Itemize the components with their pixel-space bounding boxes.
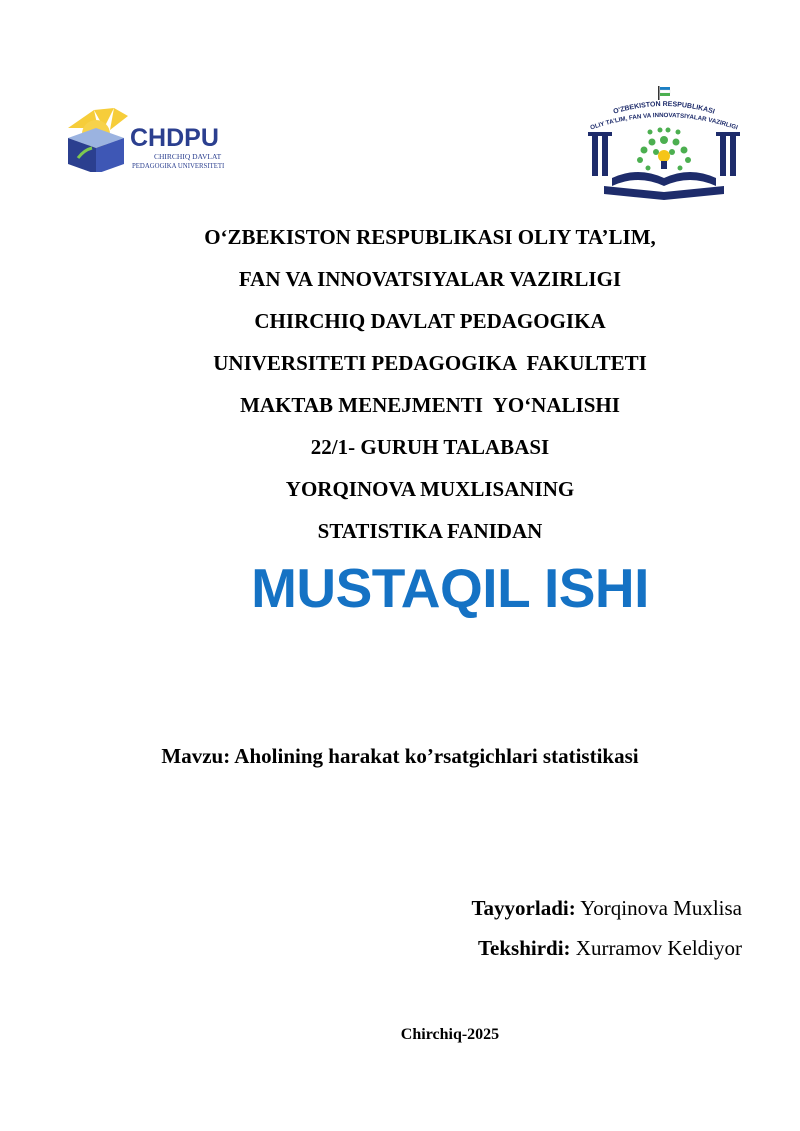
chdpu-brand-text: CHDPU <box>130 124 219 152</box>
document-title: MUSTAQIL ISHI <box>251 557 649 619</box>
prepared-name: Yorqinova Muxlisa <box>575 896 742 920</box>
checked-name: Xurramov Keldiyor <box>570 936 742 960</box>
heading-line: YORQINOVA MUXLISANING <box>285 477 575 501</box>
checked-by <box>478 936 742 961</box>
place-year: Chirchiq-2025 <box>400 1026 500 1043</box>
topic-line <box>40 744 760 769</box>
heading-line: UNIVERSITETI PEDAGOGIKA FAKULTETI <box>213 351 647 375</box>
topic-text: Aholining harakat ko’rsatgichlari statistikasi <box>230 744 639 768</box>
heading-line: 22/1- GURUH TALABASI <box>310 435 550 459</box>
ministry-arc-text-1: O'ZBEKISTON RESPUBLIKASI <box>612 100 716 116</box>
prepared-by <box>471 896 742 921</box>
chdpu-logo <box>64 108 236 172</box>
chdpu-subtitle-1: CHIRCHIQ DAVLAT <box>154 152 222 161</box>
ministry-logo <box>584 86 744 200</box>
heading-line: STATISTIKA FANIDAN <box>317 519 543 543</box>
institution-heading <box>100 216 760 552</box>
svg-text:OLIY TA'LIM, FAN VA INNOVATSIY <box>589 112 738 132</box>
checked-label: Tekshirdi: <box>477 936 571 960</box>
heading-line: CHIRCHIQ DAVLAT PEDAGOGIKA <box>254 309 606 333</box>
heading-line: FAN VA INNOVATSIYALAR VAZIRLIGI <box>238 267 622 291</box>
topic-label: Mavzu: <box>161 744 231 768</box>
heading-line: MAKTAB MENEJMENTI YO‘NALISHI <box>240 393 620 417</box>
chdpu-subtitle-2: PEDAGOGIKA UNIVERSITETI <box>132 163 225 170</box>
heading-line: O‘ZBEKISTON RESPUBLIKASI OLIY TA’LIM, <box>204 225 656 249</box>
prepared-label: Tayyorladi: <box>471 896 576 920</box>
ministry-arc-text-2: OLIY TA'LIM, FAN VA INNOVATSIYALAR VAZIRLIGI <box>589 111 739 132</box>
